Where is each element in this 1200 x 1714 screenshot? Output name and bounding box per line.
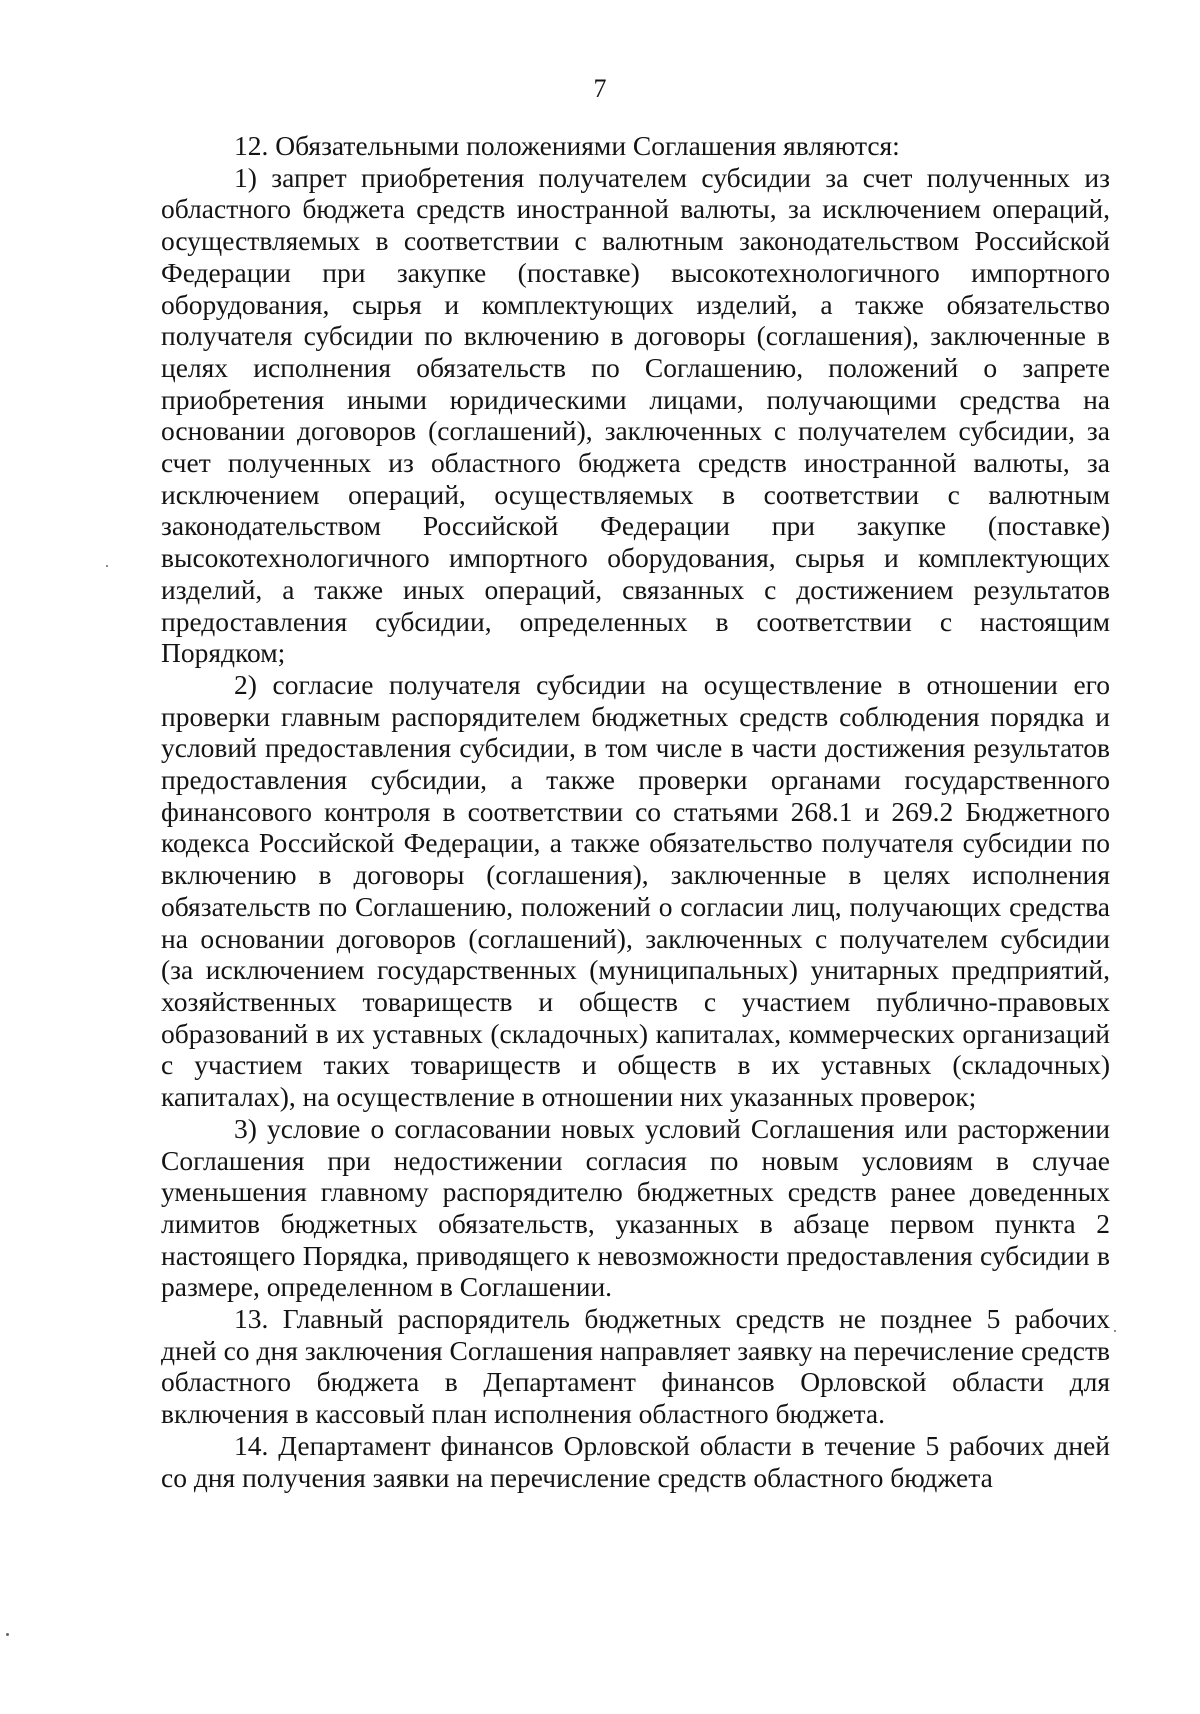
page-number: 7 xyxy=(593,74,607,103)
paragraph-item-13: 13. Главный распорядитель бюджетных средств не позднее 5 рабочих дней со дня заключения Соглашения направляет заявку на перечисление средств областного бюджета в Департамент финансов Орловской области для включения в кассовый план исполнения областного бюджета. xyxy=(161,1303,1110,1430)
paragraph-subitem-1: 1) запрет приобретения получателем субсидии за счет полученных из областного бюджета средств иностранной валюты, за исключением операций, осуществляемых в соответствии с валютным законодательством Российской Федерации при закупке (поставке) высокотехнологичного импортного оборудования, сырья и комплектующих изделий, а также обязательство получателя субсидии по включению в договоры (соглашения), заключенные в целях исполнения обязательств по Соглашению, положений о запрете приобретения иными юридическими лицами, получающими средства на основании договоров (соглашений), заключенных с получателем субсидии, за счет полученных из областного бюджета средств иностранной валюты, за исключением операций, осуществляемых в соответствии с валютным законодательством Российской Федерации при закупке (поставке) высокотехнологичного импортного оборудования, сырья и комплектующих изделий, а также иных операций, связанных с достижением результатов предоставления субсидии, определенных в соответствии с настоящим Порядком; xyxy=(161,161,1110,669)
paragraph-item-12: 12. Обязательными положениями Соглашения являются: xyxy=(234,130,900,161)
scan-speck xyxy=(106,565,108,567)
document-body xyxy=(161,130,1110,1493)
paragraph-subitem-3: 3) условие о согласовании новых условий Соглашения или расторжении Соглашения при недостижении согласия по новым условиям в случае уменьшения главному распорядителю бюджетных средств ранее доведенных лимитов бюджетных обязательств, указанных в абзаце первом пункта 2 настоящего Порядка, приводящего к невозможности предоставления субсидии в размере, определенном в Соглашении. xyxy=(161,1112,1110,1303)
paragraph-item-14: 14. Департамент финансов Орловской области в течение 5 рабочих дней со дня получения заявки на перечисление средств областного бюджета xyxy=(161,1429,1110,1493)
paragraph-subitem-2: 2) согласие получателя субсидии на осуществление в отношении его проверки главным распорядителем бюджетных средств соблюдения порядка и условий предоставления субсидии, в том числе в части достижения результатов предоставления субсидии, а также проверки органами государственного финансового контроля в соответствии со статьями 268.1 и 269.2 Бюджетного кодекса Российской Федерации, а также обязательство получателя субсидии по включению в договоры (соглашения), заключенные в целях исполнения обязательств по Соглашению, положений о согласии лиц, получающих средства на основании договоров (соглашений), заключенных с получателем субсидии (за исключением государственных (муниципальных) унитарных предприятий, хозяйственных товариществ и обществ с участием публично-правовых образований в их уставных (складочных) капиталах, коммерческих организаций с участием таких товариществ и обществ в их уставных (складочных) капиталах), на осуществление в отношении них указанных проверок; xyxy=(161,668,1110,1113)
scan-speck xyxy=(1114,1330,1116,1332)
scan-speck xyxy=(6,1633,9,1636)
